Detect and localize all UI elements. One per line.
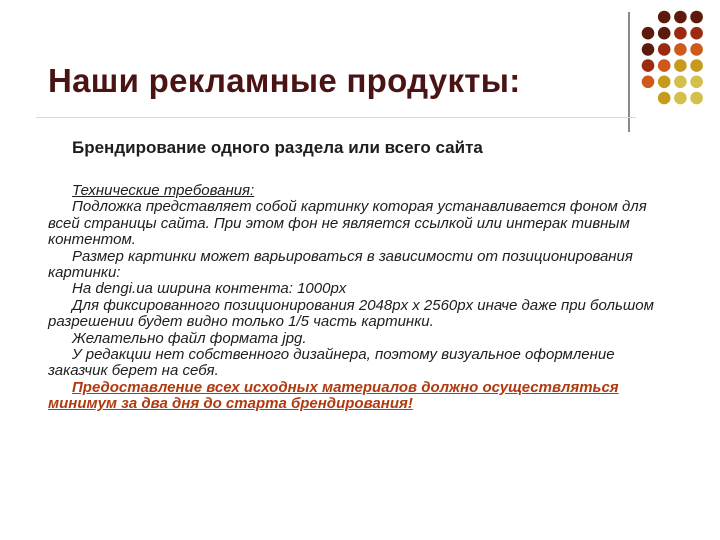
decorative-dot: [642, 43, 655, 56]
decorative-dot: [658, 59, 671, 72]
paragraph-content-width: На dengi.ua ширина контента: 1000px: [72, 280, 347, 298]
body-text: [48, 183, 670, 413]
decorative-dot: [690, 76, 703, 89]
title-underline: [36, 117, 636, 118]
slide-title: Наши рекламные продукты:: [48, 62, 521, 99]
paragraph-background: Подложка представляет собой картинку которая устанавливается фоном для всей страницы сайта. При этом фон не является ссылкой или интерак тивным контентом.: [48, 198, 647, 249]
decorative-dot: [674, 76, 687, 89]
vertical-divider: [628, 12, 630, 132]
decorative-dot: [674, 59, 687, 72]
decorative-dot: [674, 27, 687, 40]
decorative-dot: [690, 92, 703, 105]
decorative-dot: [642, 59, 655, 72]
paragraph-design: У редакции нет собственного дизайнера, поэтому визуальное оформление заказчик берет на себя.: [48, 346, 615, 380]
decorative-dot: [658, 76, 671, 89]
decorative-dot: [658, 11, 671, 24]
paragraph-file-format: Желательно файл формата jpg.: [72, 329, 307, 347]
decorative-dot: [690, 43, 703, 56]
paragraph-fixed-position: Для фиксированного позиционирования 2048px х 2560px иначе даже при большом разрешении будет видно только 1/5 часть картинки.: [48, 296, 654, 331]
decorative-dot: [674, 11, 687, 24]
paragraph-image-size: Размер картинки может варьироваться в зависимости от позиционирования картинки:: [48, 247, 633, 282]
decorative-dot: [674, 92, 687, 105]
decorative-dot: [642, 76, 655, 89]
decorative-dot: [690, 27, 703, 40]
decorative-dot: [658, 27, 671, 40]
paragraph-deadline-notice: Предоставление всех исходных материалов должно осуществляться минимум за два дня до старта брендирования!: [48, 378, 619, 413]
decorative-dot: [690, 59, 703, 72]
decorative-dot: [658, 43, 671, 56]
decorative-dot: [674, 43, 687, 56]
decorative-dot: [642, 27, 655, 40]
decorative-dot: [690, 11, 703, 24]
slide-subtitle: Брендирование одного раздела или всего сайта: [72, 138, 483, 157]
requirements-heading: Технические требования:: [72, 182, 255, 199]
decorative-dot: [658, 92, 671, 105]
